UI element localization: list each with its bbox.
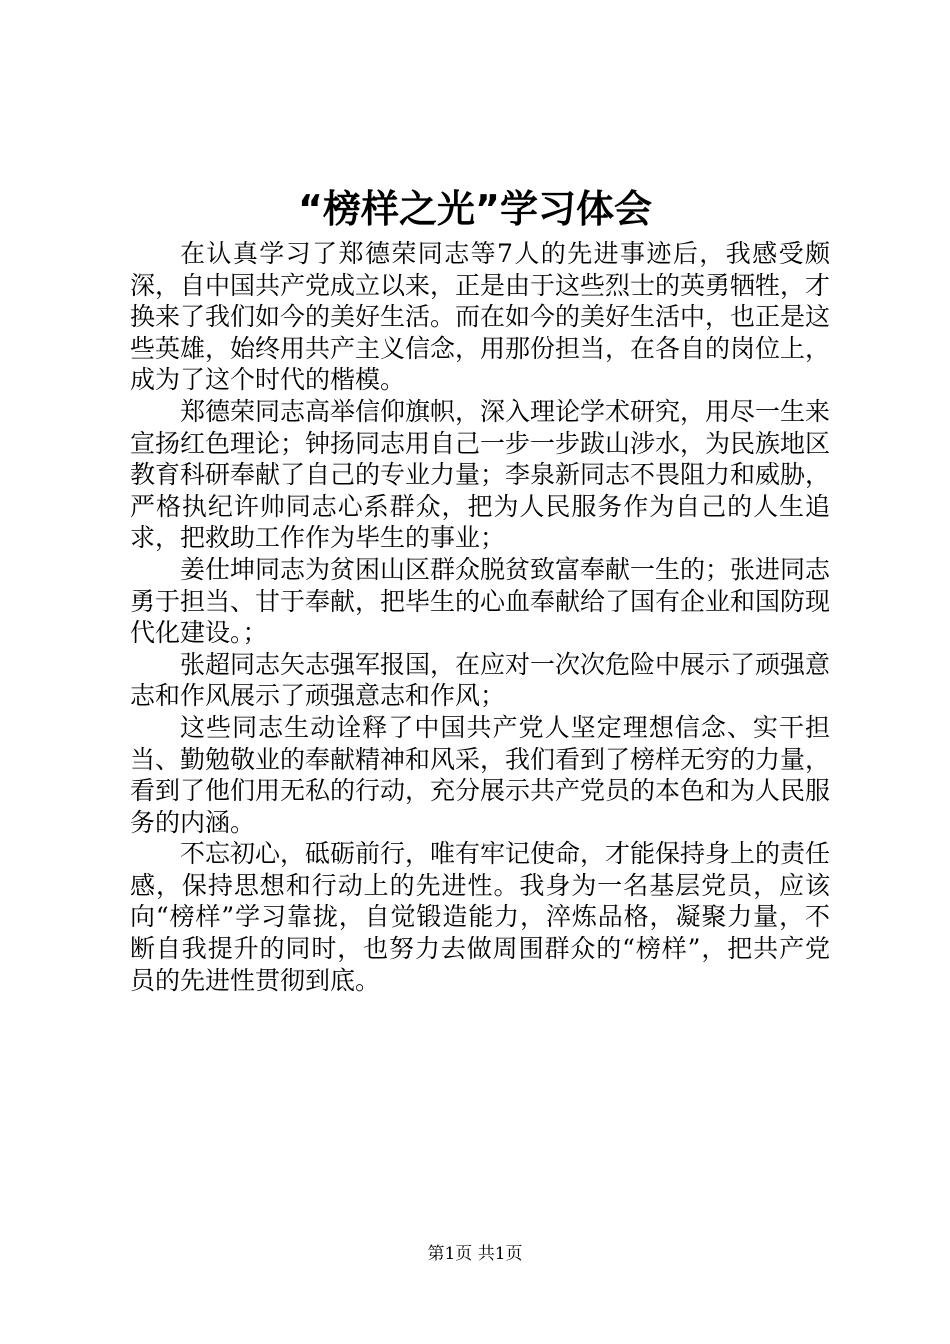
- paragraph-1: 在认真学习了郑德荣同志等7人的先进事迹后，我感受颇深，自中国共产党成立以来，正是由于这些烈士的英勇牺牲，才换来了我们如今的美好生活。而在如今的美好生活中，也正是这些英雄，始终用共产主义信念，用那份担当，在各自的岗位上，成为了这个时代的楷模。: [130, 239, 831, 395]
- paragraph-6: 不忘初心，砥砺前行，唯有牢记使命，才能保持身上的责任感，保持思想和行动上的先进性。我身为一名基层党员，应该向“榜样”学习靠拢，自觉锻造能力，淬炼品格，凝聚力量，不断自我提升的同时，也努力去做周围群众的“榜样”，把共产党员的先进性贯彻到底。: [130, 839, 831, 995]
- paragraph-2: 郑德荣同志高举信仰旗帜，深入理论学术研究，用尽一生来宣扬红色理论；钟扬同志用自己一步一步跋山涉水，为民族地区教育科研奉献了自己的专业力量；李泉新同志不畏阻力和威胁，严格执纪许帅同志心系群众，把为人民服务作为自己的人生追求，把救助工作作为毕生的事业；: [130, 396, 831, 553]
- document-body: [130, 238, 830, 996]
- paragraph-3: 姜仕坤同志为贫困山区群众脱贫致富奉献一生的；张进同志勇于担当、甘于奉献，把毕生的心血奉献给了国有企业和国防现代化建设。；: [130, 554, 831, 648]
- paragraph-5: 这些同志生动诠释了中国共产党人坚定理想信念、实干担当、勤勉敬业的奉献精神和风采，我们看到了榜样无穷的力量，看到了他们用无私的行动，充分展示共产党员的本色和为人民服务的内涵。: [130, 712, 831, 837]
- document-title: “榜样之光”学习体会: [298, 187, 652, 231]
- page-number-footer: 第1页 共1页: [427, 1244, 523, 1264]
- paragraph-4: 张超同志矢志强军报国，在应对一次次危险中展示了顽强意志和作风展示了顽强意志和作风；: [130, 649, 831, 711]
